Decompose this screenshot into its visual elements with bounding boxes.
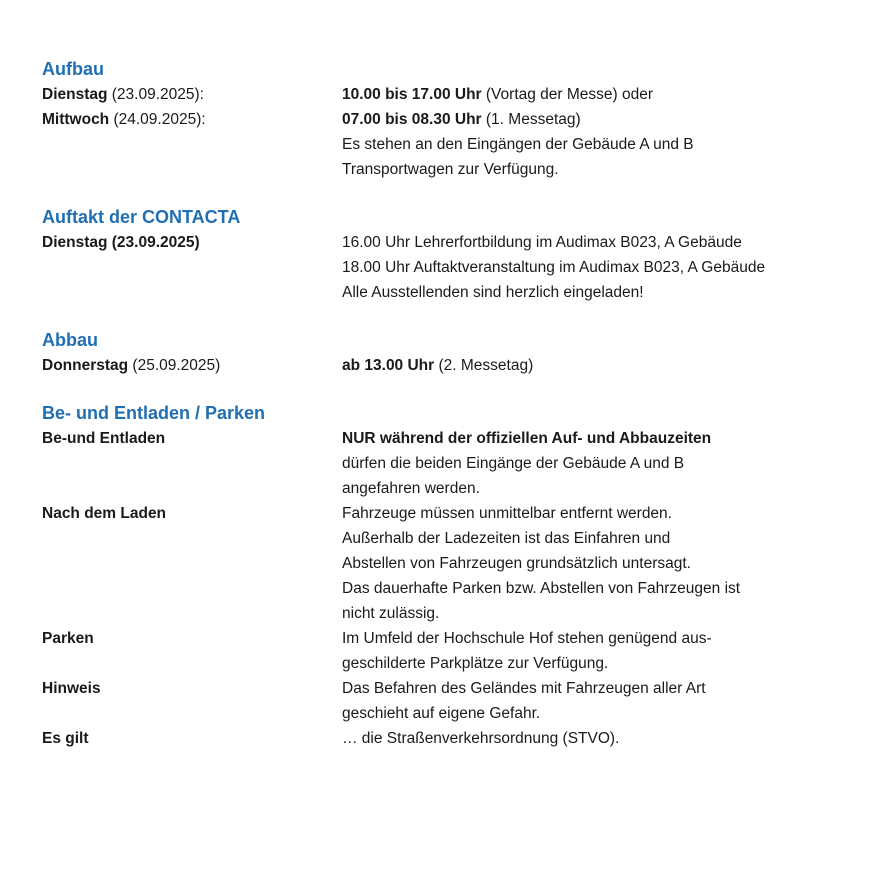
- laden-line: … die Straßenverkehrsordnung (STVO).: [342, 730, 620, 747]
- laden-value-es-gilt: [342, 726, 842, 751]
- laden-value-be-und-entladen: [342, 426, 842, 501]
- auftakt-line-einladung: Alle Ausstellenden sind herzlich eingeladen!: [342, 284, 644, 301]
- laden-line: Im Umfeld der Hochschule Hof stehen genügend aus-: [342, 630, 712, 647]
- laden-line: Das dauerhafte Parken bzw. Abstellen von Fahrzeugen ist: [342, 580, 741, 597]
- section-auftakt: [42, 204, 842, 305]
- aufbau-row-mittwoch: [42, 107, 842, 132]
- abbau-label-day: Donnerstag: [42, 357, 129, 374]
- aufbau-row-note: [42, 132, 842, 182]
- section-abbau: [42, 327, 842, 378]
- laden-line: Außerhalb der Ladezeiten ist das Einfahren und: [342, 530, 671, 547]
- laden-label-es-gilt: Es gilt: [42, 730, 89, 747]
- aufbau-label-mittwoch: [42, 107, 342, 132]
- section-title-aufbau: Aufbau: [42, 59, 104, 79]
- aufbau-value-dienstag: [342, 82, 842, 107]
- auftakt-label: Dienstag (23.09.2025): [42, 234, 200, 251]
- aufbau-note-mittwoch: (1. Messetag): [481, 111, 581, 128]
- aufbau-label-mittwoch-day: Mittwoch: [42, 111, 110, 128]
- aufbau-label-mittwoch-date: (24.09.2025):: [109, 111, 206, 128]
- aufbau-row-dienstag: [42, 82, 842, 107]
- laden-value-nach-dem-laden: [342, 501, 842, 626]
- aufbau-transport-note: [342, 132, 842, 182]
- laden-line: nicht zulässig.: [342, 605, 440, 622]
- laden-row-hinweis: [42, 676, 842, 726]
- laden-label-be-und-entladen: Be-und Entladen: [42, 430, 166, 447]
- section-aufbau: [42, 56, 842, 182]
- aufbau-label-empty: [42, 132, 342, 182]
- abbau-time: ab 13.00 Uhr: [342, 357, 435, 374]
- laden-line: Abstellen von Fahrzeugen grundsätzlich untersagt.: [342, 555, 691, 572]
- abbau-label: [42, 353, 342, 378]
- aufbau-note-line: Es stehen an den Eingängen der Gebäude A und B: [342, 136, 694, 153]
- laden-line: geschieht auf eigene Gefahr.: [342, 705, 541, 722]
- section-laden-parken: [42, 400, 842, 751]
- laden-row-es-gilt: [42, 726, 842, 751]
- auftakt-line-lehrerfortbildung: 16.00 Uhr Lehrerfortbildung im Audimax B023, A Gebäude: [342, 234, 742, 251]
- aufbau-value-mittwoch: [342, 107, 842, 132]
- aufbau-time-mittwoch: 07.00 bis 08.30 Uhr: [342, 111, 482, 128]
- abbau-label-date: (25.09.2025): [128, 357, 221, 374]
- laden-line: Das Befahren des Geländes mit Fahrzeugen aller Art: [342, 680, 706, 697]
- aufbau-label-dienstag-date: (23.09.2025):: [107, 86, 204, 103]
- laden-row-nach-dem-laden: [42, 501, 842, 626]
- section-title-laden-parken: Be- und Entladen / Parken: [42, 403, 266, 423]
- laden-row-be-und-entladen: [42, 426, 842, 501]
- laden-line: geschilderte Parkplätze zur Verfügung.: [342, 655, 609, 672]
- aufbau-label-dienstag-day: Dienstag: [42, 86, 108, 103]
- laden-row-parken: [42, 626, 842, 676]
- laden-label-parken: Parken: [42, 630, 94, 647]
- laden-line: dürfen die beiden Eingänge der Gebäude A und B: [342, 455, 685, 472]
- laden-value-hinweis: [342, 676, 842, 726]
- auftakt-line-auftaktveranstaltung: 18.00 Uhr Auftaktveranstaltung im Audimax B023, A Gebäude: [342, 259, 766, 276]
- laden-line-strong: NUR während der offiziellen Auf- und Abbauzeiten: [342, 430, 712, 447]
- aufbau-label-dienstag: [42, 82, 342, 107]
- abbau-note: (2. Messetag): [434, 357, 534, 374]
- laden-label-nach-dem-laden: Nach dem Laden: [42, 505, 167, 522]
- section-title-abbau: Abbau: [42, 330, 98, 350]
- auftakt-row: [42, 230, 842, 305]
- section-title-auftakt: Auftakt der CONTACTA: [42, 207, 241, 227]
- auftakt-value: [342, 230, 842, 305]
- laden-line: Fahrzeuge müssen unmittelbar entfernt werden.: [342, 505, 672, 522]
- aufbau-time-dienstag: 10.00 bis 17.00 Uhr: [342, 86, 482, 103]
- aufbau-note-line: Transportwagen zur Verfügung.: [342, 161, 559, 178]
- abbau-value: [342, 353, 842, 378]
- aufbau-note-dienstag: (Vortag der Messe) oder: [481, 86, 654, 103]
- abbau-row: [42, 353, 842, 378]
- laden-label-hinweis: Hinweis: [42, 680, 101, 697]
- laden-value-parken: [342, 626, 842, 676]
- laden-line: angefahren werden.: [342, 480, 480, 497]
- document-content: [42, 56, 842, 773]
